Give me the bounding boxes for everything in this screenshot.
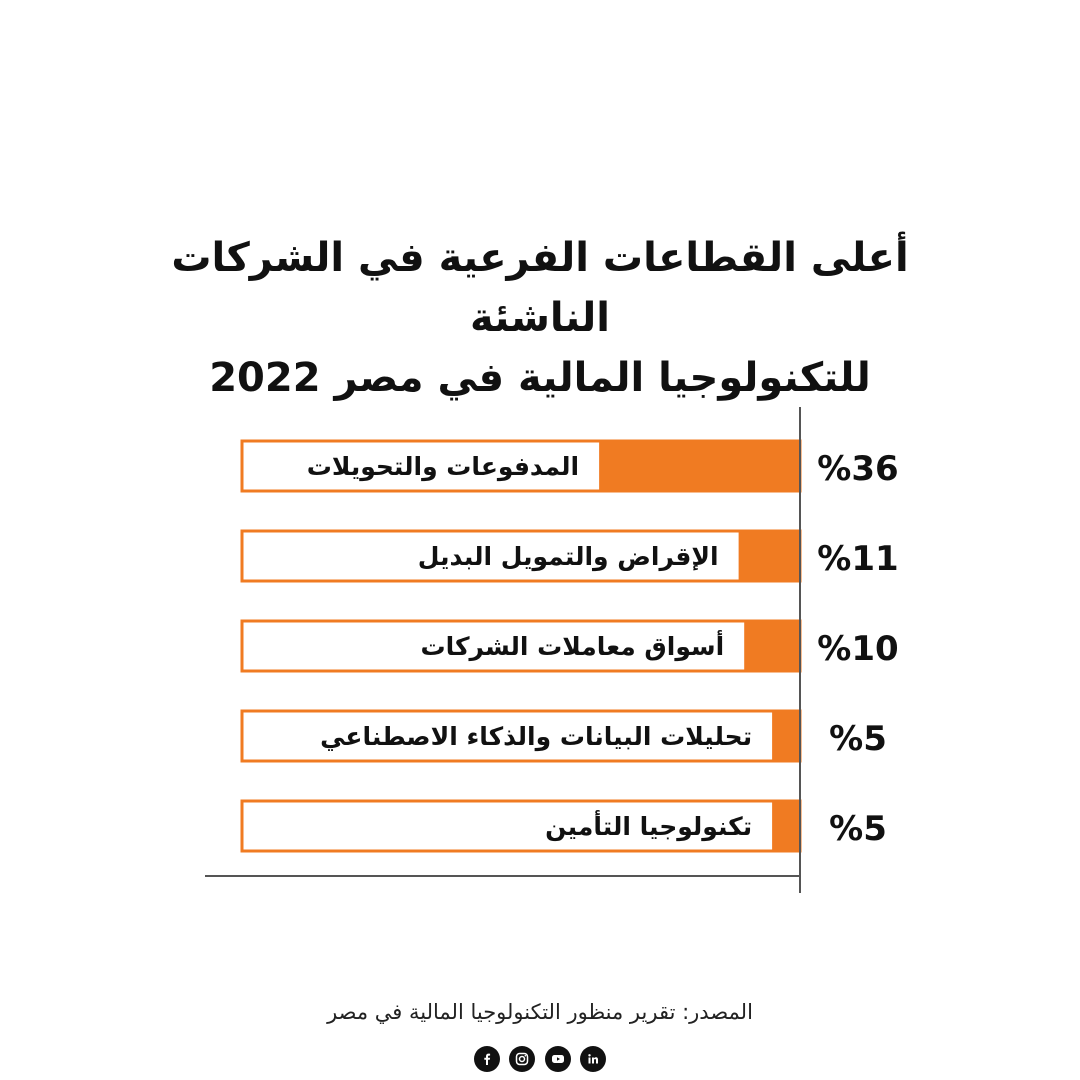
data-label: %5 — [829, 719, 887, 759]
category-label: الإقراض والتمويل البديل — [417, 542, 719, 571]
data-label: %10 — [817, 629, 899, 669]
bar — [772, 803, 800, 850]
bar — [599, 443, 800, 490]
category-label: المدفوعات والتحويلات — [306, 452, 580, 481]
category-label: أسواق معاملات الشركات — [420, 632, 725, 661]
category-label: تحليلات البيانات والذكاء الاصطناعي — [320, 722, 753, 751]
linkedin-icon[interactable] — [580, 1046, 606, 1072]
source-note: المصدر: تقرير منظور التكنولوجيا المالية في مصر — [327, 1000, 753, 1024]
youtube-icon[interactable] — [545, 1046, 571, 1072]
social-icons — [474, 1046, 606, 1072]
title-line-1: أعلى القطاعات الفرعية في الشركات الناشئة — [171, 235, 909, 341]
data-label: %5 — [829, 809, 887, 849]
facebook-icon[interactable] — [474, 1046, 500, 1072]
data-label: %36 — [817, 449, 899, 489]
bar — [739, 533, 800, 580]
category-label: تكنولوجيا التأمين — [545, 812, 753, 841]
instagram-icon[interactable] — [509, 1046, 535, 1072]
bar — [744, 623, 800, 670]
bar — [772, 713, 800, 760]
title-line-2: للتكنولوجيا المالية في مصر 2022 — [209, 355, 871, 401]
data-label: %11 — [817, 539, 899, 579]
